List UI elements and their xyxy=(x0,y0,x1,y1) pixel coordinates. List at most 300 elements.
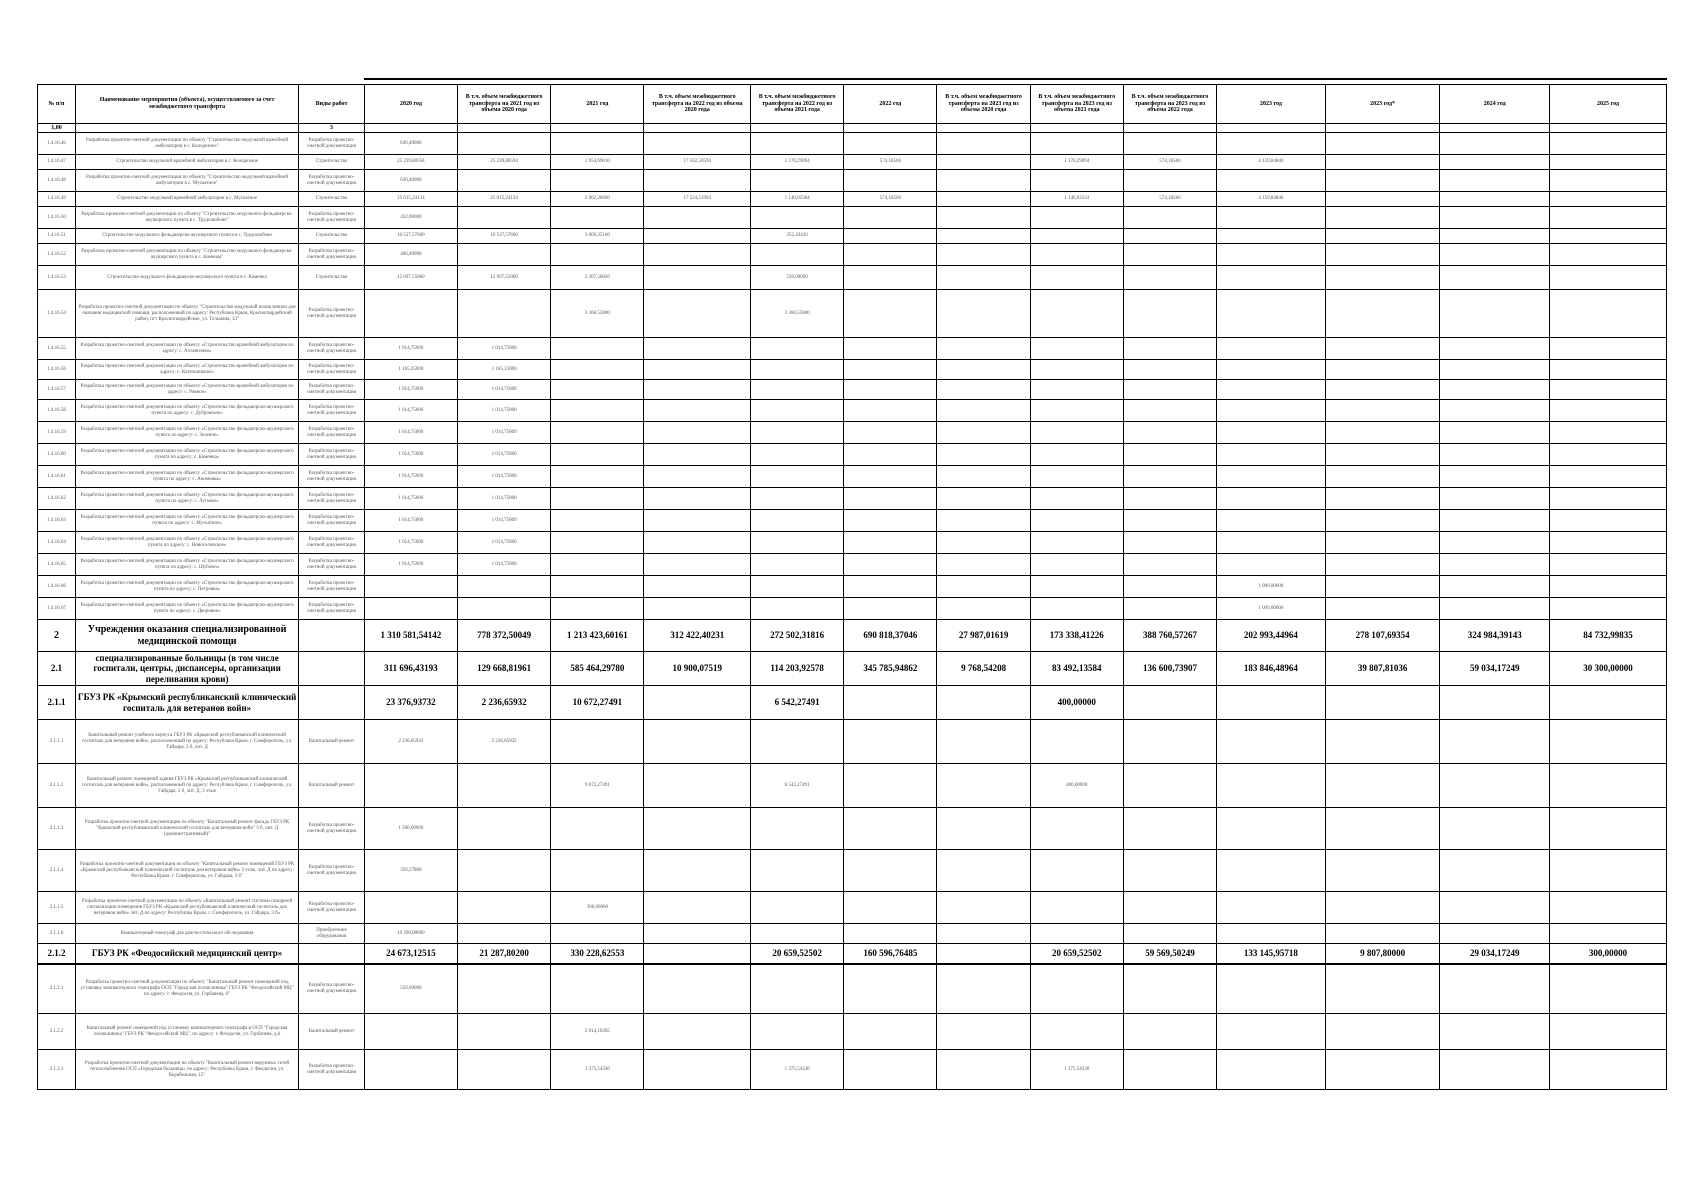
row-value-cell xyxy=(1217,892,1326,924)
row-value-cell xyxy=(458,850,551,892)
table-row xyxy=(38,944,1667,964)
row-value-cell xyxy=(751,170,844,192)
row-name-cell: Разработка проектно-сметной документации по объекту "Капитальный ремонт фасада ГБУЗ РК "Крымский республиканский клинический госпиталь для ветеранов войн" 3 б, лит. Д (административный)" xyxy=(75,808,298,850)
row-value-cell xyxy=(1550,380,1667,400)
row-value-cell: 312 422,40231 xyxy=(644,620,751,652)
row-value-cell xyxy=(1217,170,1326,192)
row-value-cell xyxy=(844,338,937,360)
row-kind-cell xyxy=(299,686,365,720)
row-value-cell xyxy=(751,133,844,155)
row-value-cell: 1 500,00000 xyxy=(364,808,457,850)
row-value-cell xyxy=(644,808,751,850)
row-value-cell xyxy=(644,444,751,466)
row-value-cell xyxy=(551,380,644,400)
table-row xyxy=(38,466,1667,488)
row-value-cell xyxy=(1030,422,1123,444)
row-value-cell xyxy=(644,598,751,620)
table-row xyxy=(38,1050,1667,1090)
row-value-cell xyxy=(937,207,1030,229)
row-value-cell xyxy=(844,400,937,422)
row-value-cell: 25 239,80594 xyxy=(458,155,551,170)
table-row xyxy=(38,510,1667,532)
row-value-cell xyxy=(1550,892,1667,924)
row-value-cell xyxy=(937,488,1030,510)
row-value-cell xyxy=(937,192,1030,207)
row-value-cell xyxy=(551,422,644,444)
row-value-cell xyxy=(551,488,644,510)
row-value-cell xyxy=(844,133,937,155)
row-value-cell xyxy=(1440,598,1550,620)
row-value-cell xyxy=(644,338,751,360)
row-name-cell: Разработка проектно-сметной документации по объекту "Строительство модульного фельдшерско-акушерского пункта в с. Трудолюбово" xyxy=(75,207,298,229)
row-value-cell xyxy=(844,207,937,229)
row-value-cell xyxy=(751,422,844,444)
row-value-cell: 25 015,24134 xyxy=(364,192,457,207)
row-number-cell: 1.4.16.57 xyxy=(38,380,76,400)
row-value-cell xyxy=(844,488,937,510)
row-value-cell xyxy=(1030,554,1123,576)
row-number-cell: 1.4.16.49 xyxy=(38,192,76,207)
row-value-cell xyxy=(1030,338,1123,360)
row-kind-cell: Разработка проектно-сметной документации xyxy=(299,170,365,192)
row-kind-cell: Разработка проектно-сметной документации xyxy=(299,488,365,510)
table-body xyxy=(38,133,1667,1090)
row-value-cell xyxy=(1325,290,1440,338)
row-value-cell xyxy=(844,266,937,290)
row-value-cell: 3 360,55600 xyxy=(551,290,644,338)
row-value-cell xyxy=(1123,133,1216,155)
table-row xyxy=(38,244,1667,266)
row-value-cell xyxy=(751,244,844,266)
row-number-cell: 2.1.1.6 xyxy=(38,924,76,944)
row-value-cell: 202 993,44964 xyxy=(1217,620,1326,652)
row-kind-cell: Разработка проектно-сметной документации xyxy=(299,1050,365,1090)
row-value-cell xyxy=(551,444,644,466)
row-value-cell xyxy=(844,170,937,192)
row-value-cell xyxy=(1123,380,1216,400)
row-value-cell xyxy=(751,532,844,554)
row-number-cell: 1.4.16.53 xyxy=(38,266,76,290)
row-value-cell xyxy=(844,892,937,924)
row-value-cell xyxy=(1440,532,1550,554)
row-value-cell xyxy=(1440,155,1550,170)
row-value-cell xyxy=(364,1014,457,1050)
row-value-cell xyxy=(1217,924,1326,944)
row-value-cell: 311 696,43193 xyxy=(364,652,457,686)
row-value-cell: 1 014,75000 xyxy=(364,488,457,510)
row-value-cell xyxy=(1123,686,1216,720)
row-kind-cell: Строительство xyxy=(299,192,365,207)
row-value-cell xyxy=(844,686,937,720)
row-value-cell xyxy=(937,964,1030,1014)
row-value-cell xyxy=(1550,964,1667,1014)
row-kind-cell xyxy=(299,944,365,964)
row-value-cell: 1 014,75000 xyxy=(364,422,457,444)
row-value-cell xyxy=(1325,924,1440,944)
row-value-cell xyxy=(1440,1050,1550,1090)
row-value-cell xyxy=(844,290,937,338)
row-value-cell xyxy=(1325,532,1440,554)
row-value-cell xyxy=(458,170,551,192)
row-value-cell: 1 165,25000 xyxy=(364,360,457,380)
row-value-cell xyxy=(937,360,1030,380)
row-value-cell xyxy=(1325,808,1440,850)
row-value-cell: 10 537,57600 xyxy=(458,229,551,244)
row-value-cell xyxy=(751,510,844,532)
row-value-cell xyxy=(844,229,937,244)
table-row xyxy=(38,808,1667,850)
row-value-cell xyxy=(1325,1050,1440,1090)
row-value-cell xyxy=(644,1050,751,1090)
row-value-cell xyxy=(644,720,751,764)
row-value-cell xyxy=(1030,400,1123,422)
row-value-cell xyxy=(1217,133,1326,155)
row-value-cell xyxy=(1123,244,1216,266)
row-value-cell xyxy=(458,892,551,924)
row-value-cell xyxy=(751,338,844,360)
header-row xyxy=(38,85,1667,124)
row-value-cell xyxy=(1440,686,1550,720)
row-value-cell: 1 170,29094 xyxy=(751,155,844,170)
row-value-cell xyxy=(644,400,751,422)
row-kind-cell: Капитальный ремонт xyxy=(299,1014,365,1050)
row-name-cell: Разработка проектно-сметной документации по объекту «Строительство фельдшерско-акушерского пункта по адресу: с. Петровка» xyxy=(75,576,298,598)
row-value-cell xyxy=(1440,229,1550,244)
col-name-header: Наименование мероприятия (объекта), осуществляемого за счет межбюджетного трансферта xyxy=(75,85,298,124)
row-value-cell xyxy=(1217,686,1326,720)
row-value-cell xyxy=(937,532,1030,554)
row-value-cell xyxy=(1217,290,1326,338)
row-value-cell: 2 207,56050 xyxy=(551,266,644,290)
row-value-cell xyxy=(1325,244,1440,266)
row-value-cell xyxy=(644,944,751,964)
row-value-cell xyxy=(1123,207,1216,229)
row-value-cell xyxy=(1325,400,1440,422)
row-value-cell: 9 672,27491 xyxy=(551,764,644,808)
row-value-cell xyxy=(1123,338,1216,360)
row-value-cell: 1 014,75000 xyxy=(458,532,551,554)
row-number-cell: 2.1.2.3 xyxy=(38,1050,76,1090)
row-value-cell xyxy=(1550,290,1667,338)
row-value-cell xyxy=(551,244,644,266)
row-value-cell xyxy=(937,924,1030,944)
table-row xyxy=(38,266,1667,290)
table-row xyxy=(38,360,1667,380)
row-value-cell xyxy=(1217,764,1326,808)
row-value-cell xyxy=(1550,444,1667,466)
row-number-cell: 1.4.16.51 xyxy=(38,229,76,244)
row-value-cell xyxy=(551,207,644,229)
row-value-cell: 539,00000 xyxy=(751,266,844,290)
row-value-cell xyxy=(937,944,1030,964)
row-value-cell xyxy=(844,924,937,944)
table-row xyxy=(38,764,1667,808)
row-value-cell xyxy=(644,422,751,444)
row-number-cell: 1.4.16.65 xyxy=(38,554,76,576)
row-value-cell: 84 732,99835 xyxy=(1550,620,1667,652)
row-value-cell xyxy=(1123,598,1216,620)
row-value-cell xyxy=(1325,764,1440,808)
col-header: В т.ч. объем межбюджетного трансферта на 2022 год из объема 2021 года xyxy=(751,85,844,124)
row-value-cell: 278 107,69354 xyxy=(1325,620,1440,652)
index-row xyxy=(38,124,1667,133)
row-value-cell xyxy=(1217,229,1326,244)
row-value-cell: 1 014,75000 xyxy=(364,532,457,554)
table-row xyxy=(38,170,1667,192)
col-header: 2023 год* xyxy=(1325,85,1440,124)
row-name-cell: Разработка проектно-сметной документации по объекту «Строительство фельдшерско-акушерского пункта по адресу: с. Мускатное» xyxy=(75,510,298,532)
row-value-cell: 1 954,69010 xyxy=(551,155,644,170)
row-value-cell xyxy=(1217,1050,1326,1090)
row-value-cell xyxy=(751,808,844,850)
row-value-cell: 3 360,55600 xyxy=(751,290,844,338)
row-value-cell xyxy=(1030,466,1123,488)
row-value-cell xyxy=(1550,576,1667,598)
row-value-cell xyxy=(1030,720,1123,764)
row-value-cell xyxy=(364,764,457,808)
row-value-cell xyxy=(1325,510,1440,532)
row-value-cell: 550,00000 xyxy=(364,964,457,1014)
row-value-cell: 17 524,51094 xyxy=(644,192,751,207)
row-value-cell xyxy=(458,244,551,266)
row-value-cell xyxy=(751,444,844,466)
row-value-cell xyxy=(937,598,1030,620)
row-value-cell xyxy=(1123,466,1216,488)
row-kind-cell: Строительство xyxy=(299,266,365,290)
row-value-cell: 350,57800 xyxy=(364,850,457,892)
budget-table xyxy=(37,78,1667,1090)
row-value-cell xyxy=(1325,170,1440,192)
row-value-cell xyxy=(1217,720,1326,764)
table-row xyxy=(38,686,1667,720)
row-value-cell: 1 310 581,54142 xyxy=(364,620,457,652)
row-value-cell xyxy=(458,576,551,598)
row-value-cell xyxy=(458,808,551,850)
row-value-cell: 20 659,52502 xyxy=(1030,944,1123,964)
row-value-cell xyxy=(1123,360,1216,380)
row-value-cell: 6 542,27491 xyxy=(751,764,844,808)
row-value-cell xyxy=(1217,444,1326,466)
row-name-cell: специализированные больницы (в том числе госпитали, центры, диспансеры, организации переливания крови) xyxy=(75,652,298,686)
row-value-cell xyxy=(1550,554,1667,576)
row-value-cell: 23 376,93732 xyxy=(364,686,457,720)
row-value-cell xyxy=(1030,266,1123,290)
row-value-cell xyxy=(844,808,937,850)
row-name-cell: Строительство модульного фельдшерско-акушерского пункта в с. Каменка xyxy=(75,266,298,290)
row-kind-cell: Разработка проектно-сметной документации xyxy=(299,466,365,488)
row-value-cell xyxy=(751,720,844,764)
row-name-cell: Строительство модульного фельдшерско-акушерского пункта в с. Трудолюбово xyxy=(75,229,298,244)
row-value-cell: 1 014,75000 xyxy=(364,444,457,466)
row-value-cell xyxy=(1440,510,1550,532)
row-value-cell xyxy=(1440,808,1550,850)
row-value-cell xyxy=(1030,229,1123,244)
row-value-cell xyxy=(844,532,937,554)
row-value-cell xyxy=(1550,598,1667,620)
row-value-cell xyxy=(1123,229,1216,244)
row-value-cell xyxy=(1550,207,1667,229)
row-name-cell: Разработка проектно-сметной документации по объекту "Капитальный ремонт наружных сетей теплоснабжения ОСП «Городская больница» по адресу: Республика Крым, г. Феодосия, ул. Корабельная, 15" xyxy=(75,1050,298,1090)
row-value-cell: 4 159,84840 xyxy=(1217,155,1326,170)
row-kind-cell: Разработка проектно-сметной документации xyxy=(299,338,365,360)
row-value-cell xyxy=(1030,576,1123,598)
row-value-cell: 59 034,17249 xyxy=(1440,652,1550,686)
row-value-cell xyxy=(937,266,1030,290)
row-value-cell: 25 239,80594 xyxy=(364,155,457,170)
table-row xyxy=(38,133,1667,155)
row-value-cell xyxy=(751,1014,844,1050)
row-value-cell xyxy=(458,1014,551,1050)
row-value-cell: 173 338,41226 xyxy=(1030,620,1123,652)
row-value-cell xyxy=(1550,850,1667,892)
row-kind-cell: Разработка проектно-сметной документации xyxy=(299,133,365,155)
row-value-cell xyxy=(1325,964,1440,1014)
row-value-cell xyxy=(551,170,644,192)
row-value-cell xyxy=(1440,266,1550,290)
row-value-cell xyxy=(1550,720,1667,764)
row-value-cell: 400,00000 xyxy=(1030,764,1123,808)
row-value-cell: 10 900,07519 xyxy=(644,652,751,686)
col-header: 2025 год xyxy=(1550,85,1667,124)
row-value-cell xyxy=(644,207,751,229)
row-value-cell xyxy=(937,466,1030,488)
row-value-cell xyxy=(937,229,1030,244)
row-value-cell xyxy=(644,924,751,944)
row-value-cell: 1 014,75000 xyxy=(364,510,457,532)
row-value-cell xyxy=(1030,808,1123,850)
row-value-cell xyxy=(844,850,937,892)
row-value-cell xyxy=(644,964,751,1014)
row-value-cell: 574,18566 xyxy=(1123,155,1216,170)
row-value-cell xyxy=(1550,155,1667,170)
table-row xyxy=(38,380,1667,400)
row-value-cell xyxy=(1440,170,1550,192)
index-cell xyxy=(75,124,298,133)
row-value-cell xyxy=(937,338,1030,360)
row-value-cell: 1 014,75000 xyxy=(364,380,457,400)
row-value-cell xyxy=(1550,170,1667,192)
row-value-cell xyxy=(551,360,644,380)
row-name-cell: Учреждения оказания специализированной медицинской помощи xyxy=(75,620,298,652)
row-value-cell: 388 760,57267 xyxy=(1123,620,1216,652)
row-value-cell xyxy=(937,764,1030,808)
row-value-cell xyxy=(1217,964,1326,1014)
row-kind-cell: Разработка проектно-сметной документации xyxy=(299,422,365,444)
row-kind-cell: Разработка проектно-сметной документации xyxy=(299,400,365,422)
row-value-cell xyxy=(844,510,937,532)
row-value-cell xyxy=(1550,532,1667,554)
row-value-cell xyxy=(1030,598,1123,620)
row-value-cell xyxy=(551,964,644,1014)
row-value-cell xyxy=(1123,1014,1216,1050)
row-value-cell xyxy=(644,764,751,808)
row-value-cell xyxy=(1030,444,1123,466)
row-value-cell xyxy=(937,290,1030,338)
row-name-cell: Капитальный ремонт учебного корпуса ГБУЗ РК «Крымский республиканский клинический госпиталь для ветеранов войн», расположенный по адресу: Республика Крым, г. Симферополь, ул. Гайдара, 3 б, лит. Д xyxy=(75,720,298,764)
row-value-cell xyxy=(1550,422,1667,444)
row-value-cell xyxy=(551,924,644,944)
row-value-cell xyxy=(1030,892,1123,924)
row-value-cell: 1 165,25000 xyxy=(458,360,551,380)
row-value-cell: 17 562,50594 xyxy=(644,155,751,170)
row-value-cell xyxy=(644,892,751,924)
row-value-cell xyxy=(1030,133,1123,155)
row-value-cell xyxy=(751,554,844,576)
row-value-cell: 324 984,39143 xyxy=(1440,620,1550,652)
row-value-cell xyxy=(644,170,751,192)
row-value-cell xyxy=(1550,686,1667,720)
row-value-cell xyxy=(1030,170,1123,192)
row-value-cell xyxy=(844,444,937,466)
row-value-cell xyxy=(937,170,1030,192)
row-number-cell: 1.4.16.48 xyxy=(38,170,76,192)
row-value-cell xyxy=(1030,924,1123,944)
row-kind-cell: Разработка проектно-сметной документации xyxy=(299,290,365,338)
row-value-cell xyxy=(844,1050,937,1090)
row-value-cell xyxy=(1325,266,1440,290)
row-value-cell xyxy=(1325,133,1440,155)
row-value-cell xyxy=(1550,924,1667,944)
row-value-cell xyxy=(1123,422,1216,444)
row-number-cell: 1.4.16.60 xyxy=(38,444,76,466)
row-value-cell xyxy=(644,229,751,244)
row-value-cell xyxy=(1550,338,1667,360)
col-num-header: № п/п xyxy=(38,85,76,124)
row-value-cell: 574,18566 xyxy=(844,155,937,170)
row-value-cell xyxy=(1440,422,1550,444)
row-value-cell: 27 987,01619 xyxy=(937,620,1030,652)
row-value-cell xyxy=(1030,850,1123,892)
table-row xyxy=(38,155,1667,170)
row-name-cell: Разработка проектно-сметной документации по объекту "Строительство модульной поликлиники для оказания медицинской помощи, расположенной по адресу: Республика Крым, Красногвардейский район, пгт Красногвардейское, ул. Тельмана, 13" xyxy=(75,290,298,338)
row-value-cell xyxy=(1440,576,1550,598)
row-value-cell xyxy=(1123,488,1216,510)
row-kind-cell: Разработка проектно-сметной документации xyxy=(299,244,365,266)
index-cell: 3 xyxy=(299,124,365,133)
table-row xyxy=(38,338,1667,360)
row-value-cell xyxy=(364,1050,457,1090)
row-value-cell: 133 145,95718 xyxy=(1217,944,1326,964)
row-name-cell: Разработка проектно-сметной документации по объекту «Строительство врачебной амбулатории по адресу: с. Ахтанизово» xyxy=(75,338,298,360)
row-number-cell: 2.1.1.3 xyxy=(38,808,76,850)
row-value-cell xyxy=(644,488,751,510)
row-value-cell xyxy=(844,360,937,380)
row-value-cell xyxy=(1217,850,1326,892)
row-value-cell xyxy=(937,400,1030,422)
row-value-cell: 160 596,76485 xyxy=(844,944,937,964)
row-value-cell xyxy=(751,598,844,620)
row-value-cell xyxy=(458,924,551,944)
row-value-cell xyxy=(1030,380,1123,400)
row-value-cell xyxy=(1550,1050,1667,1090)
row-value-cell xyxy=(1325,686,1440,720)
col-header: 2021 год xyxy=(551,85,644,124)
table-row xyxy=(38,554,1667,576)
row-value-cell xyxy=(1123,290,1216,338)
row-name-cell: Разработка проектно-сметной документации по объекту «Строительство фельдшерско-акушерского пункта по адресу: с. Дворовое» xyxy=(75,598,298,620)
row-value-cell xyxy=(844,764,937,808)
table-row xyxy=(38,400,1667,422)
row-value-cell xyxy=(551,598,644,620)
row-value-cell xyxy=(644,850,751,892)
row-kind-cell: Капитальный ремонт xyxy=(299,764,365,808)
row-value-cell xyxy=(844,576,937,598)
row-value-cell xyxy=(937,444,1030,466)
row-kind-cell: Разработка проектно-сметной документации xyxy=(299,964,365,1014)
row-value-cell xyxy=(1217,360,1326,380)
row-value-cell: 1 375,54330 xyxy=(1030,1050,1123,1090)
row-value-cell xyxy=(551,576,644,598)
